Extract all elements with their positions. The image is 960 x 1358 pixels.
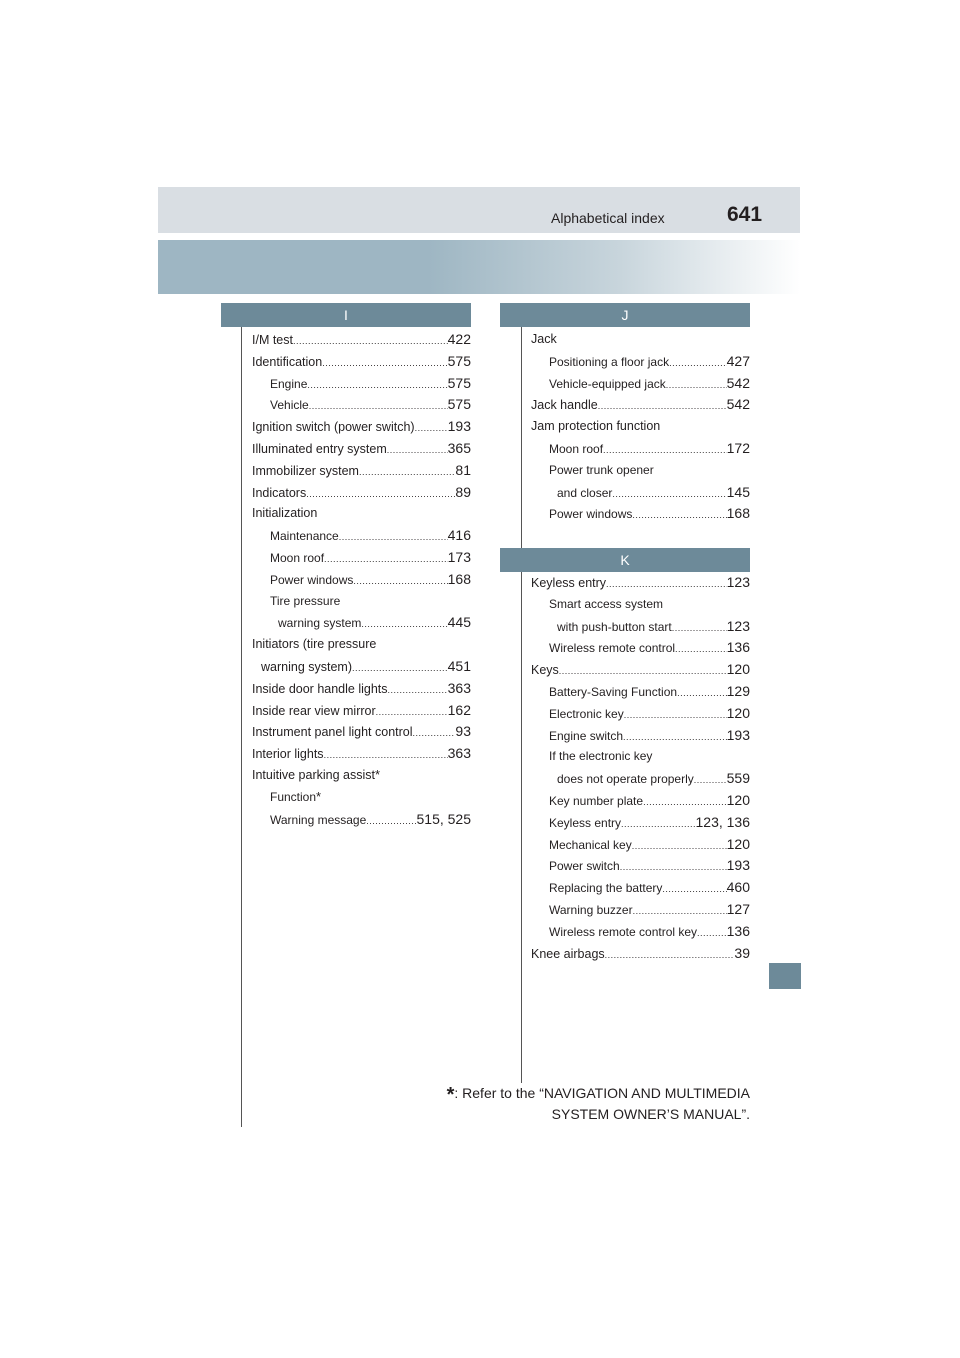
dot-leader [662,879,726,899]
index-entry [531,482,750,504]
index-entry [252,394,471,416]
index-entry-label: Vehicle [270,398,309,413]
index-entry-page: 81 [455,461,471,478]
dot-leader [366,811,416,831]
index-entry-label: Identification [252,354,323,369]
dot-leader [307,375,447,395]
index-entry [252,525,471,547]
index-entry [252,416,471,438]
dot-leader [621,814,695,834]
index-entry-label: Intuitive parking assist [252,767,375,782]
index-entry-page: 168 [447,570,471,587]
dot-leader [352,658,448,678]
index-entry-page: 559 [726,770,750,787]
index-entry-page: 120 [726,661,750,678]
index-entry-label: Instrument panel light control [252,725,413,740]
index-entry-page: 193 [726,857,750,874]
index-entry [531,503,750,525]
dot-leader [623,727,727,747]
index-entry [531,681,750,703]
index-entry-label: Tire pressure [270,593,341,608]
index-entry-page: 460 [726,879,750,896]
index-entry-page: 193 [447,418,471,435]
index-entry-page: 363 [447,679,471,696]
index-entry [252,373,471,395]
index-entry [252,700,471,722]
dot-leader [293,331,448,351]
index-entry-page: 542 [726,396,750,413]
index-entry-page: 575 [447,374,471,391]
index-entry [531,659,750,681]
dot-leader [413,723,456,743]
dot-leader [603,440,727,460]
index-entry [531,812,750,834]
index-entry-label: Illuminated entry system [252,441,387,456]
index-entry-label: Immobilizer system [252,463,359,478]
index-entry-page: 162 [447,701,471,718]
index-entry [531,594,750,616]
index-entry-page: 422 [447,331,471,347]
page-number: 641 [727,203,763,226]
index-entry-label: warning system [278,616,362,631]
column-divider-middle [521,303,522,1083]
index-entry [531,703,750,725]
index-entry [531,943,750,965]
index-entry-page: 123 [726,574,750,590]
index-entry-label: Keys [531,663,559,678]
index-entry-page: 120 [726,835,750,852]
index-entry-page: 193 [726,726,750,743]
index-entry-label: Jam protection function [531,419,661,434]
index-entry-page: 145 [726,483,750,500]
index-entry-page: 416 [447,527,471,544]
footnote-asterisk: * [446,1084,455,1106]
index-entry-label: Power windows [270,572,354,587]
index-entry [252,678,471,700]
index-entry [252,351,471,373]
index-entry [531,438,750,460]
index-entry-label: Indicators [252,485,307,500]
index-entry-page: 445 [447,614,471,631]
dot-leader [306,484,455,504]
index-entry-label: Warning message [270,812,367,827]
index-entry [252,809,471,831]
index-entry [252,482,471,504]
dot-leader [694,770,727,790]
index-entry-page: 123, 136 [695,813,750,830]
dot-leader [697,923,727,943]
index-entry [252,547,471,569]
index-entry [531,899,750,921]
index-entry-page: 136 [726,922,750,939]
index-entry [531,725,750,747]
index-entry-label: Jack handle [531,398,598,413]
dot-leader [324,745,448,765]
index-entry-label: and closer [557,485,613,500]
dot-leader [598,396,727,416]
index-entry [531,616,750,638]
index-entry-page: 123 [726,617,750,634]
index-entry [252,329,471,351]
index-entry: Intuitive parking assist * [252,765,471,787]
index-entry-label: warning system) [261,659,352,674]
index-entry-label: Electronic key [549,706,624,721]
index-entry-label: If the electronic key [549,749,653,764]
section-title: Alphabetical index [551,210,665,226]
index-entry-page: 120 [726,791,750,808]
dot-leader [606,574,727,594]
index-entry [531,877,750,899]
index-entry-label: does not operate properly [557,772,694,787]
index-entry-label: Key number plate [549,793,644,808]
index-entry [531,834,750,856]
index-entry-label: Moon roof [549,441,604,456]
index-entry-label: Vehicle-equipped jack [549,376,666,391]
index-entry-page: 515, 525 [416,810,471,827]
dot-leader [632,836,727,856]
index-entry [531,329,750,351]
index-entry [252,438,471,460]
index-entry-page: 365 [447,439,471,456]
index-entry-label: Moon roof [270,550,325,565]
index-entry-label: Engine [270,376,308,391]
index-entry-label: Inside rear view mirror [252,703,376,718]
index-entry [252,743,471,765]
index-entry-page: 575 [447,352,471,369]
index-entry-label: Power trunk opener [549,462,654,477]
index-entry [531,637,750,659]
dot-leader [339,527,448,547]
index-entry [252,569,471,591]
dot-leader [612,484,726,504]
index-entry-label: Battery-Saving Function [549,684,678,699]
footnote-line-1 [380,1084,750,1105]
dot-leader [605,945,735,965]
index-entry-label: Power windows [549,507,633,522]
index-entry [531,768,750,790]
dot-leader [324,549,448,569]
dot-leader [387,440,448,460]
dot-leader [672,618,727,638]
footnote-text-1: : Refer to the “NAVIGATION AND MULTIMEDIA [454,1085,750,1101]
header-band [158,187,800,233]
index-entry-page: 172 [726,439,750,456]
index-entry [252,721,471,743]
index-entry-label: Keyless entry [531,576,607,590]
dot-leader [675,639,727,659]
dot-leader [415,418,448,438]
index-entry-label: Maintenance [270,529,339,544]
index-entry-label: Ignition switch (power switch) [252,420,415,435]
dot-leader [359,462,455,482]
index-entry [252,634,471,656]
index-entry-label: with push-button start [557,619,672,634]
index-entry-label: Initiators (tire pressure [252,637,377,652]
dot-leader [669,353,727,373]
index-entry-label: Knee airbags [531,946,605,961]
index-entry [531,351,750,373]
index-entry-page: 89 [455,483,471,500]
index-entry [531,416,750,438]
index-entry-label: Power switch [549,859,620,874]
index-entry-page: 427 [726,352,750,369]
index-entry-page: 168 [726,505,750,522]
dot-leader [309,396,448,416]
letter-header-j: J [500,303,750,327]
decorative-gradient-band [158,240,800,294]
dot-leader [559,661,727,681]
index-entry-label: Positioning a floor jack [549,354,670,369]
index-entry-label: Replacing the battery [549,881,663,896]
index-column-i [252,329,471,830]
dot-leader [666,375,727,395]
dot-leader [633,901,727,921]
dot-leader [643,792,727,812]
index-entry [531,921,750,943]
index-entry-page: 129 [726,682,750,699]
index-entry [531,373,750,395]
footnote-line-2: SYSTEM OWNER’S MANUAL”. [551,1106,750,1122]
letter-header-k: K [500,548,750,572]
index-entry-label: Wireless remote control key [549,924,698,939]
index-entry-label: Wireless remote control [549,641,676,656]
index-entry [252,656,471,678]
index-entry-label: Inside door handle lights [252,681,388,696]
index-entry [531,790,750,812]
index-entry-page: 93 [455,723,471,740]
dot-leader [376,702,448,722]
index-entry-label: I/M test [252,333,293,347]
dot-leader [677,683,727,703]
index-entry [252,460,471,482]
index-entry [531,394,750,416]
index-entry-label: Smart access system [549,596,664,611]
dot-leader [361,614,447,634]
index-entry: Function * [252,787,471,809]
index-entry [531,572,750,594]
index-entry-label: Warning buzzer [549,902,633,917]
index-entry [531,460,750,482]
index-column-k [531,572,750,964]
dot-leader [322,353,447,373]
dot-leader [624,705,727,725]
index-entry [252,503,471,525]
index-entry-label: Interior lights [252,747,324,762]
index-entry-page: 120 [726,704,750,721]
index-entry [531,855,750,877]
index-entry-label: Mechanical key [549,837,632,852]
index-entry-page: 575 [447,396,471,413]
index-column-j [531,329,750,525]
index-entry [531,746,750,768]
index-entry-label: Keyless entry [549,815,622,830]
index-entry-page: 363 [447,745,471,762]
footnote [380,1084,750,1124]
index-entry-page: 173 [447,548,471,565]
index-entry-label: Function [270,789,317,804]
dot-leader [632,505,726,525]
index-entry [252,612,471,634]
index-entry-page: 39 [734,944,750,961]
index-entry-page: 127 [726,900,750,917]
index-entry-page: 542 [726,374,750,391]
letter-header-i: I [221,303,471,327]
chapter-side-tab [769,963,801,989]
index-entry-label: Jack [531,332,557,346]
column-divider-left [241,303,242,1127]
index-entry-label: Initialization [252,506,318,521]
index-entry [252,591,471,613]
index-entry-page: 451 [447,657,471,674]
dot-leader [620,857,727,877]
dot-leader [388,680,448,700]
index-entry-label: Engine switch [549,728,624,743]
index-entry-page: 136 [726,639,750,656]
dot-leader [353,571,447,591]
